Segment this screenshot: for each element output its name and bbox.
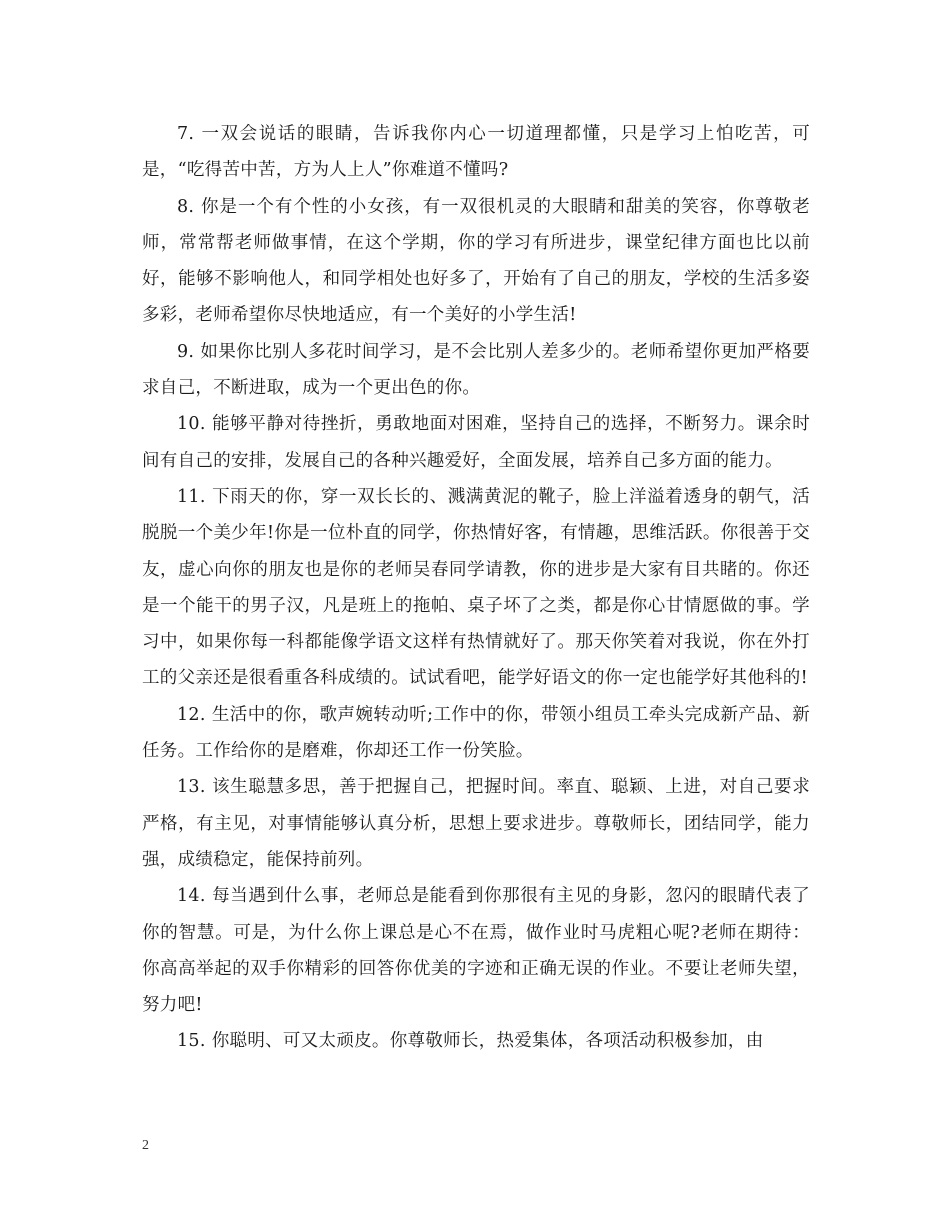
paragraph-text: 生活中的你，歌声婉转动听;工作中的你，带领小组员工牵头完成新产品、新任务。工作给你的是磨难，你却还工作一份笑脸。 (142, 704, 810, 762)
paragraph-15 (142, 1023, 810, 1059)
paragraph-11 (142, 479, 810, 697)
paragraph-text: 下雨天的你，穿一双长长的、溅满黄泥的靴子，脸上洋溢着透身的朝气，活脱脱一个美少年!你是一位朴直的同学，你热情好客，有情趣，思维活跃。你很善于交友，虚心向你的朋友也是你的老师吴春同学请教，你的进步是大家有目共睹的。你还是一个能干的男子汉，凡是班上的拖帕、桌子坏了之类，都是你心甘情愿做的事。学习中，如果你每一科都能像学语文这样有热情就好了。那天你笑着对我说，你在外打工的父亲还是很看重各科成绩的。试试看吧，能学好语文的你一定也能学好其他科的! (142, 486, 810, 689)
paragraph-text: 能够平静对待挫折，勇敢地面对困难，坚持自己的选择，不断努力。课余时间有自己的安排，发展自己的各种兴趣爱好，全面发展，培养自己多方面的能力。 (142, 414, 810, 471)
paragraph-text: 每当遇到什么事，老师总是能看到你那很有主见的身影，忽闪的眼睛代表了你的智慧。可是，为什么你上课总是心不在焉，做作业时马虎粗心呢?老师在期待：你高高举起的双手你精彩的回答你优美的字迹和正确无误的作业。不要让老师失望，努力吧! (142, 886, 810, 1016)
paragraph-number: 12. (177, 704, 206, 725)
paragraph-number: 8. (177, 196, 195, 217)
paragraph-8 (142, 189, 810, 334)
paragraph-13 (142, 769, 810, 878)
paragraph-number: 11. (177, 486, 206, 507)
paragraph-number: 13. (177, 777, 206, 798)
paragraph-number: 9. (177, 341, 195, 362)
paragraph-text: 如果你比别人多花时间学习，是不会比别人差多少的。老师希望你更加严格要求自己，不断进取，成为一个更出色的你。 (142, 341, 810, 399)
paragraph-text: 你是一个有个性的小女孩，有一双很机灵的大眼睛和甜美的笑容，你尊敬老师，常常帮老师做事情，在这个学期，你的学习有所进步，课堂纪律方面也比以前好，能够不影响他人，和同学相处也好多了，开始有了自己的朋友，学校的生活多姿多彩，老师希望你尽快地适应，有一个美好的小学生活! (142, 196, 810, 326)
document-body (142, 116, 810, 1060)
paragraph-9 (142, 334, 810, 407)
paragraph-text: 该生聪慧多思，善于把握自己，把握时间。率直、聪颖、上进，对自己要求严格，有主见，对事情能够认真分析，思想上要求进步。尊敬师长，团结同学，能力强，成绩稳定，能保持前列。 (142, 777, 810, 870)
paragraph-number: 14. (177, 886, 206, 907)
paragraph-12 (142, 697, 810, 770)
paragraph-10 (142, 406, 810, 479)
paragraph-number: 10. (177, 414, 206, 435)
page-number: 2 (142, 1138, 149, 1153)
paragraph-14 (142, 878, 810, 1023)
paragraph-text: 一双会说话的眼睛，告诉我你内心一切道理都懂，只是学习上怕吃苦，可是，“吃得苦中苦，方为人上人”你难道不懂吗? (142, 124, 810, 181)
paragraph-number: 15. (177, 1031, 206, 1052)
paragraph-7 (142, 116, 810, 189)
paragraph-number: 7. (177, 124, 195, 144)
paragraph-text: 你聪明、可又太顽皮。你尊敬师长，热爱集体，各项活动积极参加，由 (211, 1031, 764, 1052)
